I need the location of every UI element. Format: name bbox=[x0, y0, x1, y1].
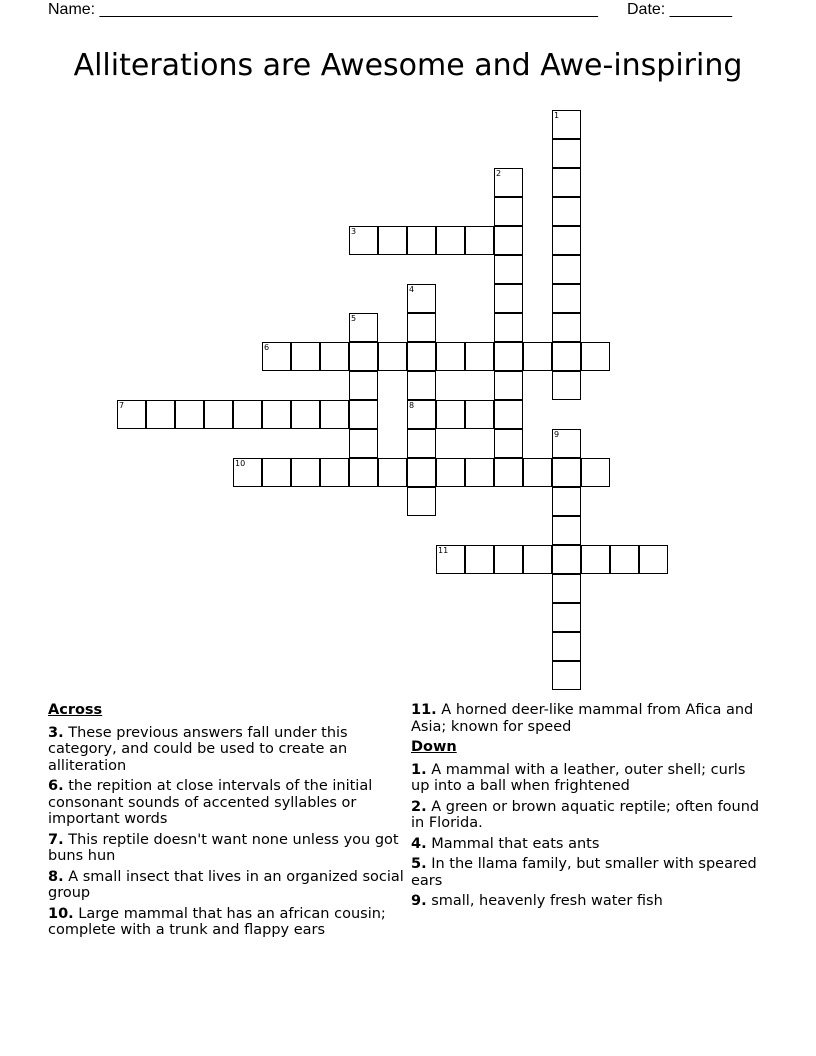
clue-text: small, heavenly fresh water fish bbox=[431, 893, 663, 909]
clue-down-2 bbox=[411, 799, 761, 832]
clue-text: Mammal that eats ants bbox=[431, 835, 600, 852]
clue-number: 2. bbox=[411, 798, 427, 815]
crossword-cell[interactable] bbox=[494, 458, 523, 487]
crossword-cell[interactable] bbox=[552, 139, 581, 168]
crossword-cell[interactable] bbox=[349, 226, 378, 255]
crossword-cell[interactable] bbox=[436, 458, 465, 487]
clue-down-5 bbox=[411, 856, 761, 889]
crossword-cell[interactable] bbox=[581, 458, 610, 487]
page-title: Alliterations are Awesome and Awe-inspiring bbox=[73, 48, 743, 83]
crossword-cell[interactable] bbox=[204, 400, 233, 429]
cell-number: 2 bbox=[496, 169, 502, 178]
crossword-cell[interactable] bbox=[262, 342, 291, 371]
crossword-cell[interactable] bbox=[494, 545, 523, 574]
clue-text: These previous answers fall under this category, and could be used to create an alliteration bbox=[48, 724, 348, 774]
crossword-cell[interactable] bbox=[349, 313, 378, 342]
crossword-cell[interactable] bbox=[436, 400, 465, 429]
crossword-cell[interactable] bbox=[407, 313, 436, 342]
crossword-cell[interactable] bbox=[349, 458, 378, 487]
crossword-cell[interactable] bbox=[552, 574, 581, 603]
clue-down-1 bbox=[411, 762, 761, 795]
crossword-cell[interactable] bbox=[465, 400, 494, 429]
crossword-cell[interactable] bbox=[552, 661, 581, 690]
clue-text: A mammal with a leather, outer shell; curls up into a ball when frightened bbox=[411, 761, 746, 794]
clue-number: 1. bbox=[411, 761, 427, 778]
crossword-cell[interactable] bbox=[378, 226, 407, 255]
clue-number: 9. bbox=[411, 893, 427, 909]
crossword-cell[interactable] bbox=[320, 400, 349, 429]
crossword-cell[interactable] bbox=[552, 545, 581, 574]
cell-number: 10 bbox=[235, 459, 246, 468]
crossword-cell[interactable] bbox=[407, 371, 436, 400]
crossword-cell[interactable] bbox=[320, 342, 349, 371]
crossword-cell[interactable] bbox=[349, 400, 378, 429]
clue-number: 10. bbox=[48, 905, 74, 922]
clue-across-3 bbox=[48, 725, 408, 775]
crossword-cell[interactable] bbox=[552, 458, 581, 487]
crossword-cell[interactable] bbox=[552, 197, 581, 226]
clue-text: A green or brown aquatic reptile; often found in Florida. bbox=[411, 798, 760, 831]
crossword-cell[interactable] bbox=[233, 400, 262, 429]
crossword-cell[interactable] bbox=[262, 400, 291, 429]
crossword-cell[interactable] bbox=[378, 342, 407, 371]
crossword-cell[interactable] bbox=[610, 545, 639, 574]
clue-text: Large mammal that has an african cousin; complete with a trunk and flappy ears bbox=[48, 905, 386, 938]
crossword-cell[interactable] bbox=[436, 545, 465, 574]
crossword-cell[interactable] bbox=[494, 226, 523, 255]
crossword-cell[interactable] bbox=[465, 458, 494, 487]
date-field-label[interactable]: Date: _______ bbox=[627, 1, 732, 18]
name-field-label[interactable]: Name: ________________________________________________________ bbox=[48, 1, 598, 18]
clue-number: 11. bbox=[411, 702, 437, 718]
clue-across-10 bbox=[48, 906, 408, 939]
crossword-cell[interactable] bbox=[552, 110, 581, 139]
clues-right-column bbox=[411, 702, 761, 914]
crossword-cell[interactable] bbox=[639, 545, 668, 574]
clue-text: In the llama family, but smaller with speared ears bbox=[411, 856, 757, 889]
crossword-cell[interactable] bbox=[262, 458, 291, 487]
crossword-cell[interactable] bbox=[552, 226, 581, 255]
cell-number: 5 bbox=[351, 314, 357, 323]
crossword-cell[interactable] bbox=[465, 342, 494, 371]
crossword-cell[interactable] bbox=[552, 429, 581, 458]
cell-number: 3 bbox=[351, 227, 357, 236]
crossword-cell[interactable] bbox=[494, 371, 523, 400]
crossword-cell[interactable] bbox=[291, 458, 320, 487]
crossword-cell[interactable] bbox=[349, 371, 378, 400]
clue-text: This reptile doesn't want none unless you got buns hun bbox=[48, 831, 399, 864]
clue-number: 5. bbox=[411, 856, 427, 872]
crossword-cell[interactable] bbox=[407, 429, 436, 458]
crossword-cell[interactable] bbox=[407, 487, 436, 516]
crossword-cell[interactable] bbox=[523, 342, 552, 371]
clue-number: 8. bbox=[48, 868, 64, 885]
crossword-cell[interactable] bbox=[291, 400, 320, 429]
crossword-cell[interactable] bbox=[407, 342, 436, 371]
crossword-cell[interactable] bbox=[552, 168, 581, 197]
crossword-cell[interactable] bbox=[552, 255, 581, 284]
crossword-cell[interactable] bbox=[552, 342, 581, 371]
crossword-cell[interactable] bbox=[465, 226, 494, 255]
clue-across-8 bbox=[48, 869, 408, 902]
crossword-cell[interactable] bbox=[494, 255, 523, 284]
cell-number: 8 bbox=[409, 401, 415, 410]
crossword-cell[interactable] bbox=[494, 313, 523, 342]
clue-text: the repition at close intervals of the initial consonant sounds of accented syllables or important words bbox=[48, 778, 373, 827]
crossword-cell[interactable] bbox=[233, 458, 262, 487]
crossword-cell[interactable] bbox=[349, 342, 378, 371]
crossword-cell[interactable] bbox=[407, 458, 436, 487]
clue-number: 6. bbox=[48, 778, 64, 794]
crossword-cell[interactable] bbox=[465, 545, 494, 574]
crossword-cell[interactable] bbox=[175, 400, 204, 429]
crossword-cell[interactable] bbox=[552, 284, 581, 313]
crossword-cell[interactable] bbox=[494, 168, 523, 197]
cell-number: 4 bbox=[409, 285, 415, 294]
crossword-cell[interactable] bbox=[552, 487, 581, 516]
clue-across-6 bbox=[48, 778, 408, 828]
clue-number: 7. bbox=[48, 831, 64, 848]
clue-down-4 bbox=[411, 836, 761, 853]
crossword-cell[interactable] bbox=[494, 197, 523, 226]
clue-text: A horned deer-like mammal from Afica and Asia; known for speed bbox=[411, 702, 754, 735]
across-heading: Across bbox=[48, 702, 103, 718]
clue-down-9 bbox=[411, 893, 761, 910]
crossword-cell[interactable] bbox=[552, 603, 581, 632]
crossword-cell[interactable] bbox=[117, 400, 146, 429]
crossword-cell[interactable] bbox=[523, 545, 552, 574]
down-heading: Down bbox=[411, 739, 457, 755]
clue-number: 4. bbox=[411, 835, 427, 852]
crossword-cell[interactable] bbox=[349, 429, 378, 458]
clue-text: A small insect that lives in an organized social group bbox=[48, 868, 404, 901]
crossword-cell[interactable] bbox=[552, 632, 581, 661]
crossword-cell[interactable] bbox=[494, 342, 523, 371]
crossword-cell[interactable] bbox=[581, 342, 610, 371]
cell-number: 1 bbox=[554, 111, 560, 120]
crossword-cell[interactable] bbox=[146, 400, 175, 429]
clue-across-11 bbox=[411, 702, 761, 735]
crossword-cell[interactable] bbox=[581, 545, 610, 574]
crossword-cell[interactable] bbox=[552, 516, 581, 545]
crossword-cell[interactable] bbox=[407, 226, 436, 255]
crossword-cell[interactable] bbox=[494, 284, 523, 313]
crossword-cell[interactable] bbox=[523, 458, 552, 487]
crossword-cell[interactable] bbox=[291, 342, 320, 371]
crossword-cell[interactable] bbox=[407, 284, 436, 313]
crossword-cell[interactable] bbox=[378, 458, 407, 487]
crossword-cell[interactable] bbox=[494, 400, 523, 429]
cell-number: 6 bbox=[264, 343, 270, 352]
crossword-cell[interactable] bbox=[320, 458, 349, 487]
clue-number: 3. bbox=[48, 724, 64, 741]
cell-number: 9 bbox=[554, 430, 560, 439]
crossword-cell[interactable] bbox=[552, 313, 581, 342]
crossword-cell[interactable] bbox=[494, 429, 523, 458]
crossword-cell[interactable] bbox=[407, 400, 436, 429]
cell-number: 7 bbox=[119, 401, 125, 410]
cell-number: 11 bbox=[438, 546, 449, 555]
clue-across-7 bbox=[48, 832, 408, 865]
crossword-cell[interactable] bbox=[552, 371, 581, 400]
crossword-cell[interactable] bbox=[436, 342, 465, 371]
crossword-cell[interactable] bbox=[436, 226, 465, 255]
clues-left-column bbox=[48, 702, 408, 943]
